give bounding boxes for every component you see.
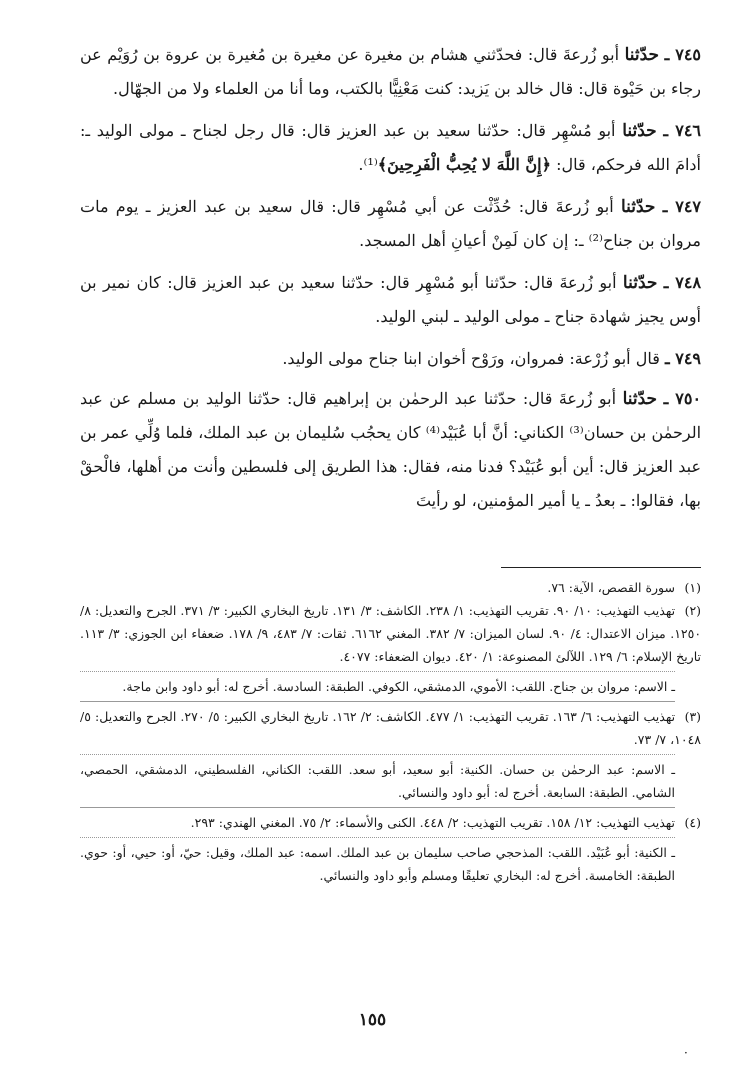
entry-keyword: حدّثنا [622,389,658,409]
footnote-rule [501,567,701,568]
entry-keyword: حدّثنا [620,197,656,217]
paragraph-748 [80,266,701,334]
footnote-2-meta: ـ الاسم: مروان بن جناح. اللقب: الأموي، الدمشقي، الكوفي. الطبقة: السادسة. أخرج له: أبو داود وابن ماجة. [122,679,675,694]
footnote-3-meta: ـ الاسم: عبد الرحمٰن بن حسان. الكنية: أبو سعيد، أبو سعد. اللقب: الكناني، الفلسطيني، الدمشقي، الحمصي، الشامي. الطبقة: السابعة. أخرج له: أبو داود والنسائي. [80,762,675,800]
entry-text: أبو مُسْهِر قال: حدّثنا سعيد بن عبد العزيز قال: قال رجل لجناح ـ مولى الوليد ـ: أدامَ الله فرحكم، قال: [80,121,701,174]
entry-text: أبو زُرعةَ قال: فحدّثني هشام بن مغيرة عن مغيرة بن مُغيرة بن عروة بن رُوَيْم عن رجاء بن حَيْوة قال: قال خالد بن يَزيد: كنت مَعْنِيًّا بالكتب، وما أنا من العلماء ولا من الجهّال. [80,45,701,98]
entry-keyword: حدّثنا [624,45,660,65]
entry-number: ٧٤٩ ـ [664,349,701,368]
footnote-divider [80,671,675,672]
paragraph-746 [80,114,701,182]
entry-number: ٧٤٥ ـ [664,45,702,64]
footnote-3 [80,705,701,751]
corner-mark: · [684,1046,688,1060]
paragraph-745 [80,38,701,106]
paragraph-747 [80,190,701,258]
footnote-1 [80,576,701,599]
entry-text: أبو زُرعةَ قال: حدّثنا عبد الرحمٰن بن إبراهيم قال: حدّثنا الوليد بن مسلم عن عبد الرحمٰن بن حسان⁽³⁾ الكناني: أنَّ أبا عُبَيْد⁽⁴⁾ كان يحجُب سُليمان بن عبد الملك، فلما وُلِّي عمر بن عبد العزيز قال: أين أبو عُبَيْد؟ فدنا منه، فقال: هذا الطريق إلى فلسطين وأنت من أهلها، فالْحقْ بها، فقالوا: ـ بعدُ ـ يا أمير المؤمنين، لو رأيتَ [80,389,702,510]
quran-verse: ﴿إِنَّ اللَّهَ لا يُحِبُّ الْفَرِحِينَ﴾ [377,155,551,174]
footnote-divider [80,754,675,755]
footnote-number: (٤) [684,815,701,830]
footnote-text: تهذيب التهذيب: ٦/ ١٦٣. تقريب التهذيب: ١/ ٤٧٧. الكاشف: ٢/ ١٦٢. تاريخ البخاري الكبير: ٥/ ٢٧٠. الجرح والتعديل: ٥/ ١٠٤٨، ٧/ ٧٣. [80,709,701,747]
page-number: ١٥٥ [358,1010,387,1030]
footnote-number: (٣) [684,709,702,724]
entry-text: أبو زُرعةَ قال: حدّثنا أبو مُسْهِر قال: حدّثنا سعيد بن عبد العزيز قال: كان نمير بن أوس يجيز شهادة جناح ـ مولى الوليد ـ لبني الوليد. [80,273,701,326]
footnote-4 [80,811,701,834]
footnote-text: تهذيب التهذيب: ١٢/ ١٥٨. تقريب التهذيب: ٢/ ٤٤٨. الكنى والأسماء: ٢/ ٧٥. المغني الهندي: ٢٩٣. [190,815,675,830]
footnotes [80,576,701,887]
footnote-divider [80,837,675,838]
entry-tail: ⁽¹⁾. [358,155,378,174]
entry-keyword: حدّثنا [622,121,657,141]
main-text [80,38,701,526]
footnote-divider [80,701,675,702]
entry-number: ٧٤٨ ـ [663,273,702,292]
paragraph-749 [80,342,701,376]
footnote-text: سورة القصص، الآية: ٧٦. [547,580,675,595]
entry-number: ٧٥٠ ـ [663,389,702,408]
entry-text: قال أبو زُرْعة: فمروان، ورَوْح أخوان ابنا جناح مولى الوليد. [282,349,660,368]
entry-number: ٧٤٦ ـ [663,121,701,140]
footnote-number: (١) [684,580,701,595]
entry-number: ٧٤٧ ـ [662,197,702,216]
footnote-text: تهذيب التهذيب: ١٠/ ٩٠. تقريب التهذيب: ١/ ٢٣٨. الكاشف: ٣/ ١٣١. تاريخ البخاري الكبير: ٣/ ٣٧١. الجرح والتعديل: ٨/ ١٢٥٠. ميزان الاعتدال: ٤/ ٩٠. لسان الميزان: ٧/ ٣٨٢. المغني ٦١٦٢. ثقات: ٧/ ٤٨٣، ٩/ ١٧٨. ضعفاء ابن الجوزي: ٣/ ١١٣. تاريخ الإسلام: ٦/ ١٢٩. اللآلئ المصنوعة: ١/ ٤٢٠. ديوان الضعفاء: ٤٠٧٧. [80,603,702,664]
entry-text: أبو زُرعةَ قال: حُدِّثْت عن أبي مُسْهِر قال: قال سعيد بن عبد العزيز ـ يوم مات مروان بن جناح⁽²⁾ ـ: إن كان لَمِنْ أعيانِ أهل المسجد. [80,197,701,250]
footnote-number: (٢) [684,603,702,618]
paragraph-750 [80,382,701,518]
footnote-divider [80,807,675,808]
entry-keyword: حدّثنا [622,273,658,293]
footnote-4-meta: ـ الكنية: أبو عُبَيْد. اللقب: المذحجي صاحب سليمان بن عبد الملك. اسمه: عبد الملك، وقيل: حيّ، أو: حيي، أو: حوي. الطبقة: الخامسة. أخرج له: البخاري تعليقًا ومسلم وأبو داود والنسائي. [80,845,675,883]
footnote-2 [80,599,701,668]
